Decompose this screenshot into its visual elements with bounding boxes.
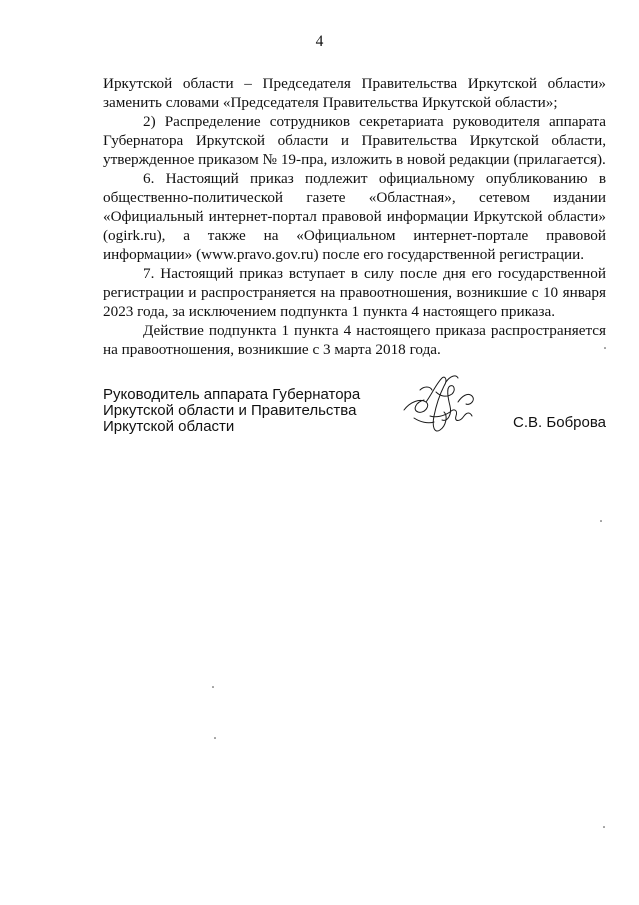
scan-speck	[214, 737, 216, 739]
scan-speck	[603, 826, 605, 828]
signature-block	[103, 387, 606, 447]
paragraph-item-2: 2) Распределение сотрудников секретариата руководителя аппарата Губернатора Иркутской области и Правительства Иркутской области, утвержденное приказом № 19-пра, изложить в новой редакции (прилагается).	[103, 113, 606, 168]
signer-name: С.В. Боброва	[513, 414, 606, 431]
scan-speck	[600, 520, 602, 522]
paragraph-item-6: 6. Настоящий приказ подлежит официальному опубликованию в общественно-политической газете «Областная», сетевом издании «Официальный интернет-портал правовой информации Иркутской области» (ogirk.ru), а также на «Официальном интернет-портале правовой информации» (www.pravo.gov.ru) после его государственной регистрации.	[103, 170, 606, 263]
paragraph-continuation: Иркутской области – Председателя Правительства Иркутской области» заменить словами «Председателя Правительства Иркутской области»;	[103, 75, 606, 111]
handwritten-signature	[396, 372, 488, 442]
paragraph-item-7: 7. Настоящий приказ вступает в силу после дня его государственной регистрации и распространяется на правоотношения, возникшие с 10 января 2023 года, за исключением подпункта 1 пункта 4 настоящего приказа.	[103, 265, 606, 320]
scan-speck	[212, 686, 214, 688]
scan-speck	[604, 347, 606, 349]
page-number: 4	[315, 33, 324, 50]
paragraph-effect-note: Действие подпункта 1 пункта 4 настоящего приказа распространяется на правоотношения, возникшие с 3 марта 2018 года.	[103, 322, 606, 358]
signer-title-line: Руководитель аппарата Губернатора	[103, 386, 361, 403]
signer-title-line: Иркутской области	[103, 418, 235, 435]
signer-title	[103, 387, 373, 435]
document-body	[103, 74, 606, 359]
signer-title-line: Иркутской области и Правительства	[103, 402, 357, 419]
